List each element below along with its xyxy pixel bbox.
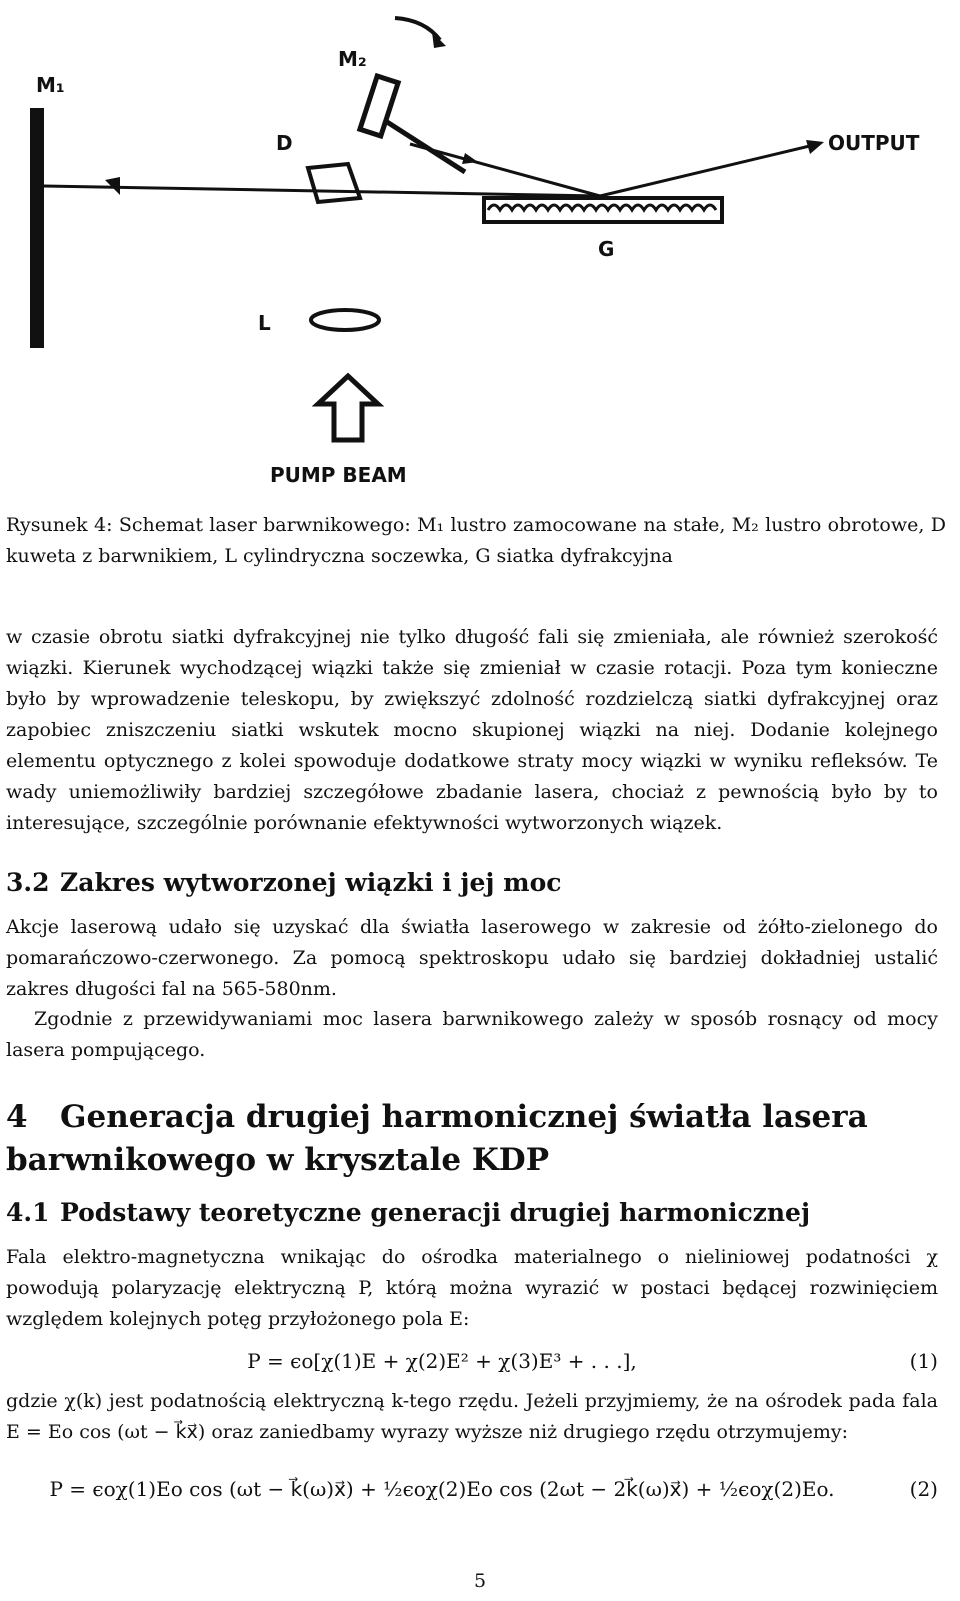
cylindrical-lens-l	[311, 310, 379, 330]
dye-laser-diagram	[0, 0, 960, 500]
paragraph: w czasie obrotu siatki dyfrakcyjnej nie tylko długość fali się zmieniała, ale również szerokość wiązki. Kierunek wychodzącej wiązki także się zmieniał w czasie rotacji. Poza tym konieczne było by wprowadzenie teleskopu, by zwiększyć zdolność rozdzielczą siatki dyfrakcyjnej oraz zapobiec zniszczeniu siatki wskutek mocno skupionej wiązki na niej. Dodanie kolejnego elementu optycznego z kolei spowoduje dodatkowe straty mocy wiązki w wyniku refleksów. Te wady uniemożliwiły bardziej szczegółowe zbadanie lasera, chociaż z pewnością było by to interesujące, szczególnie porównanie efektywności wytworzonych wiązek.	[6, 626, 938, 834]
mirror-m1	[30, 108, 44, 348]
beam-to-m2	[410, 144, 600, 196]
label-m2: M₂	[338, 47, 367, 71]
paragraph: gdzie χ(k) jest podatnością elektryczną k-tego rzędu. Jeżeli przyjmiemy, że na ośrodek pada fala E = Eo cos (ωt − k⃗x⃗) oraz zaniedbamy wyrazy wyższe niż drugiego rzędu otrzymujemy:	[6, 1390, 938, 1443]
label-l: L	[258, 311, 271, 335]
label-g: G	[598, 237, 615, 261]
paragraph: Fala elektro-magnetyczna wnikając do ośrodka materialnego o nieliniowej podatności χ powodują polaryzację elektryczną P, którą można wyrazić w postaci będącej rozwinięciem względem kolejnych potęg przyłożonego pola E:	[6, 1246, 938, 1330]
section-number: 3.2	[6, 868, 50, 897]
equation-number: (2)	[909, 1477, 938, 1501]
section-title: Generacja drugiej harmonicznej światła lasera barwnikowego w krysztale KDP	[6, 1099, 868, 1178]
grating-g	[484, 198, 722, 222]
dye-cell-d	[308, 164, 360, 202]
page-number: 5	[473, 1570, 487, 1592]
mirror-m2	[360, 76, 465, 172]
label-output: OUTPUT	[828, 131, 920, 155]
equation-body: P = ϵo[χ(1)E + χ(2)E² + χ(3)E³ + . . .],	[247, 1349, 637, 1373]
equation-1	[6, 1346, 938, 1376]
section-title: Zakres wytworzonej wiązki i jej moc	[60, 868, 562, 897]
section-number: 4.1	[6, 1198, 50, 1227]
section-heading-4-1	[6, 1196, 938, 1230]
label-d: D	[276, 131, 293, 155]
section-heading-3-2	[6, 866, 938, 900]
equation-body: P = ϵoχ(1)Eo cos (ωt − k⃗(ω)x⃗) + ½ϵoχ(2)Eo cos (2ωt − 2k⃗(ω)x⃗) + ½ϵoχ(2)Eo.	[49, 1477, 835, 1501]
section-heading-4	[6, 1096, 946, 1182]
figure-caption: Rysunek 4: Schemat laser barwnikowego: M₁ lustro zamocowane na stałe, M₂ lustro obrotowe, D kuweta z barwnikiem, L cylindryczna soczewka, G siatka dyfrakcyjna	[6, 514, 946, 567]
paragraph: Akcje laserową udało się uzyskać dla światła laserowego w zakresie od żółto-zielonego do pomarańczowo-czerwonego. Za pomocą spektroskopu udało się bardziej dokładniej ustalić zakres długości fal na 565-580nm.	[6, 916, 938, 1000]
output-arrow-icon	[806, 140, 824, 154]
paragraph: Zgodnie z przewidywaniami moc lasera barwnikowego zależy w sposób rosnący od mocy lasera pompującego.	[6, 1008, 938, 1061]
equation-number: (1)	[909, 1349, 938, 1373]
output-beam	[600, 144, 818, 196]
pump-arrow-icon	[318, 376, 378, 440]
equation-2	[6, 1474, 938, 1504]
label-m1: M₁	[36, 73, 65, 97]
section-number: 4	[6, 1099, 28, 1135]
section-title: Podstawy teoretyczne generacji drugiej harmonicznej	[60, 1198, 810, 1227]
label-pump-beam: PUMP BEAM	[270, 463, 407, 487]
